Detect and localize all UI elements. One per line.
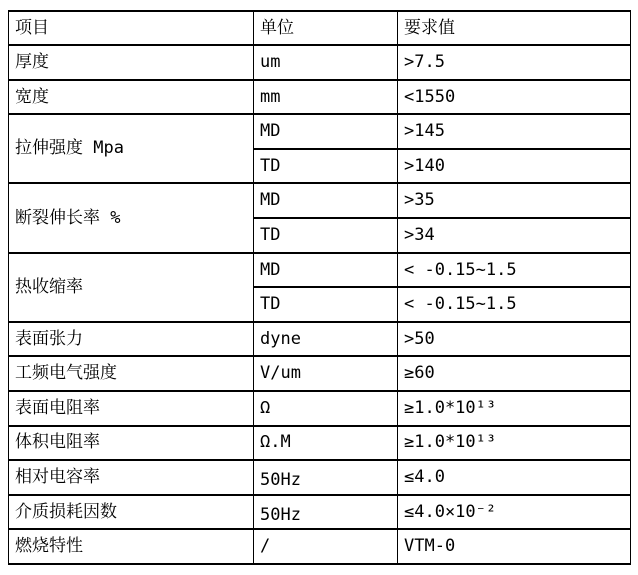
header-value: 要求值 [398, 11, 631, 45]
unit-cell: TD [254, 218, 398, 253]
header-item: 项目 [9, 11, 254, 45]
table-row [9, 322, 631, 357]
unit-cell: V/um [254, 356, 398, 391]
value-cell: >140 [398, 149, 631, 184]
unit-cell: MD [254, 114, 398, 149]
item-cell: 体积电阻率 [9, 426, 254, 461]
item-cell: 燃烧特性 [9, 529, 254, 564]
table-row [9, 495, 631, 530]
value-cell: < -0.15~1.5 [398, 253, 631, 288]
item-cell: 介质损耗因数 [9, 495, 254, 530]
value-cell: >7.5 [398, 45, 631, 80]
item-cell: 相对电容率 [9, 460, 254, 495]
value-cell: >50 [398, 322, 631, 357]
table-row [9, 183, 631, 218]
unit-cell: MD [254, 253, 398, 288]
unit-cell: mm [254, 80, 398, 115]
table-row [9, 45, 631, 80]
unit-cell: Ω [254, 391, 398, 426]
item-cell: 拉伸强度 Mpa [9, 114, 254, 183]
item-cell: 工频电气强度 [9, 356, 254, 391]
value-cell: ≥1.0*10¹³ [398, 426, 631, 461]
item-cell: 表面张力 [9, 322, 254, 357]
header-row [9, 11, 631, 45]
value-cell: <1550 [398, 80, 631, 115]
table-row [9, 253, 631, 288]
item-cell: 断裂伸长率 % [9, 183, 254, 252]
table-row [9, 391, 631, 426]
value-cell: ≤4.0 [398, 460, 631, 495]
table-row [9, 356, 631, 391]
value-cell: ≥60 [398, 356, 631, 391]
item-cell: 宽度 [9, 80, 254, 115]
table-row [9, 460, 631, 495]
value-cell: >34 [398, 218, 631, 253]
table-row [9, 529, 631, 564]
value-cell: ≥1.0*10¹³ [398, 391, 631, 426]
table-row [9, 426, 631, 461]
unit-cell: um [254, 45, 398, 80]
unit-cell: dyne [254, 322, 398, 357]
unit-cell: / [254, 529, 398, 564]
item-cell: 厚度 [9, 45, 254, 80]
unit-cell: MD [254, 183, 398, 218]
value-cell: VTM-0 [398, 529, 631, 564]
value-cell: ≤4.0×10⁻² [398, 495, 631, 530]
value-cell: >35 [398, 183, 631, 218]
value-cell: < -0.15~1.5 [398, 287, 631, 322]
spec-table [8, 10, 631, 565]
unit-cell: 50Hz [254, 460, 398, 495]
unit-cell: TD [254, 287, 398, 322]
unit-cell: Ω.M [254, 426, 398, 461]
item-cell: 热收缩率 [9, 253, 254, 322]
item-cell: 表面电阻率 [9, 391, 254, 426]
value-cell: >145 [398, 114, 631, 149]
table-row [9, 114, 631, 149]
unit-cell: 50Hz [254, 495, 398, 530]
table-row [9, 80, 631, 115]
header-unit: 单位 [254, 11, 398, 45]
unit-cell: TD [254, 149, 398, 184]
